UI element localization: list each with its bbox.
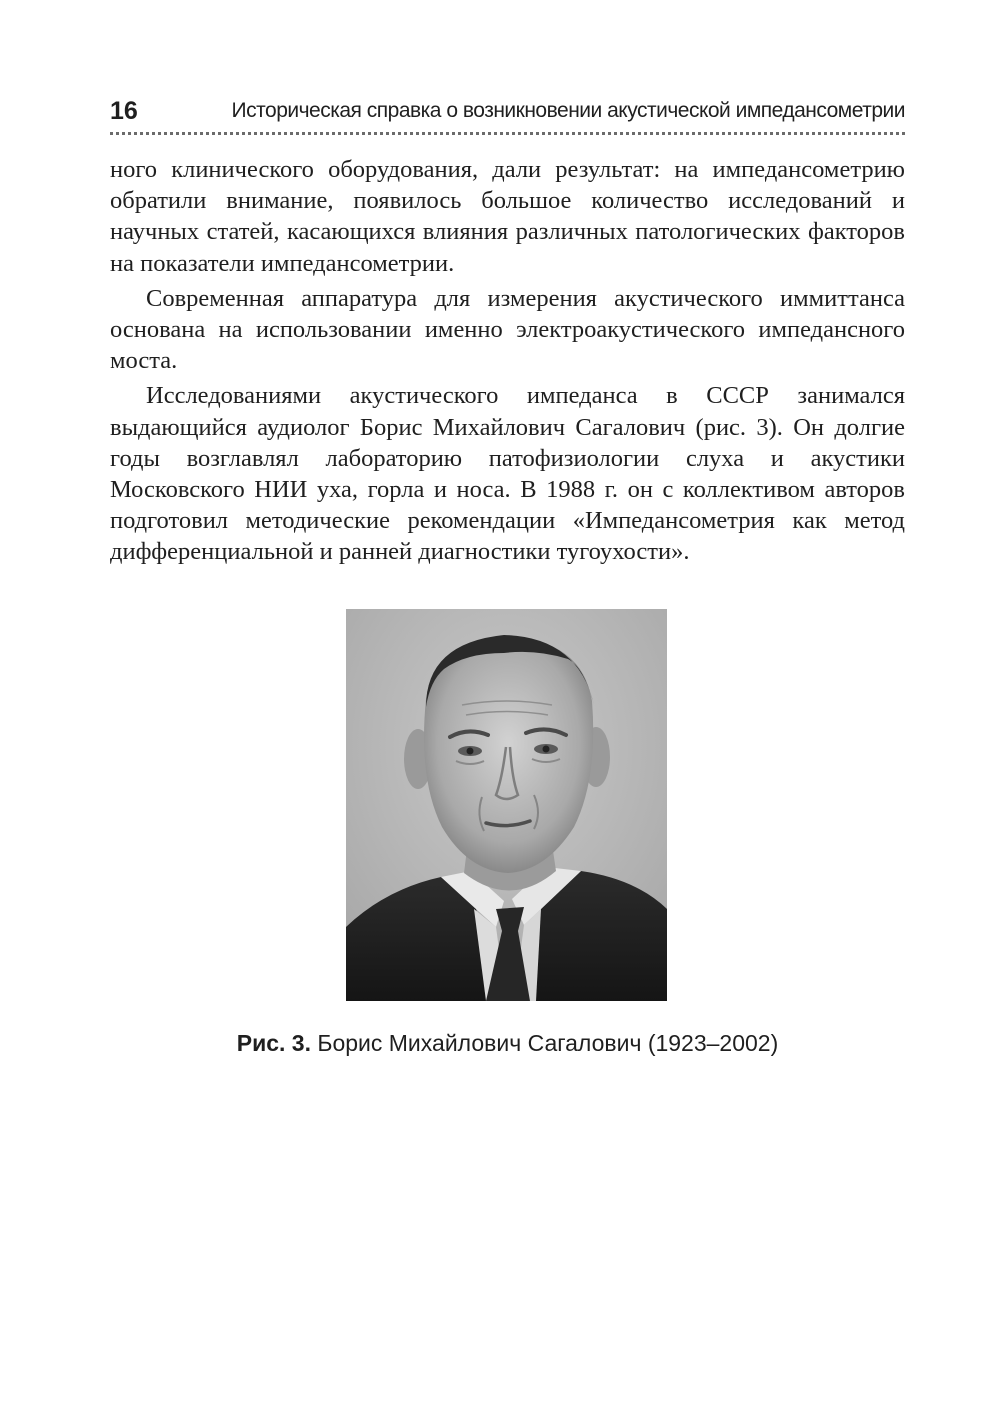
paragraph-3: Исследованиями акустического импеданса в СССР занимался выдающийся аудиолог Борис Михайлович Сагалович (рис. 3). Он долгие годы возглавлял лабораторию патофизиологии слуха и акустики Московского НИИ уха, горла и носа. В 1988 г. он с коллективом авторов подготовил методические рекомендации «Импедансометрия как метод дифференциальной и ранней диагностики тугоухости». (110, 382, 905, 566)
figure-label: Рис. 3. (236, 1030, 311, 1056)
paragraph-2: Современная аппаратура для измерения акустического иммиттанса основана на использовании именно электроакустического импедансного моста. (110, 284, 905, 375)
figure-caption (110, 1028, 905, 1058)
running-title: Историческая справка о возникновении акустической импедансометрии (231, 99, 905, 122)
portrait-photo (346, 609, 667, 1001)
page-number: 16 (110, 97, 138, 125)
running-header (110, 96, 905, 135)
body-text (110, 154, 905, 572)
figure-caption-text: Борис Михайлович Сагалович (1923–2002) (310, 1030, 779, 1056)
paragraph-1: ного клинического оборудования, дали результат: на импедансометрию обратили внимание, появилось большое количество исследований и научных статей, касающихся влияния различных патологических факторов на показатели импедансометрии. (110, 156, 905, 277)
